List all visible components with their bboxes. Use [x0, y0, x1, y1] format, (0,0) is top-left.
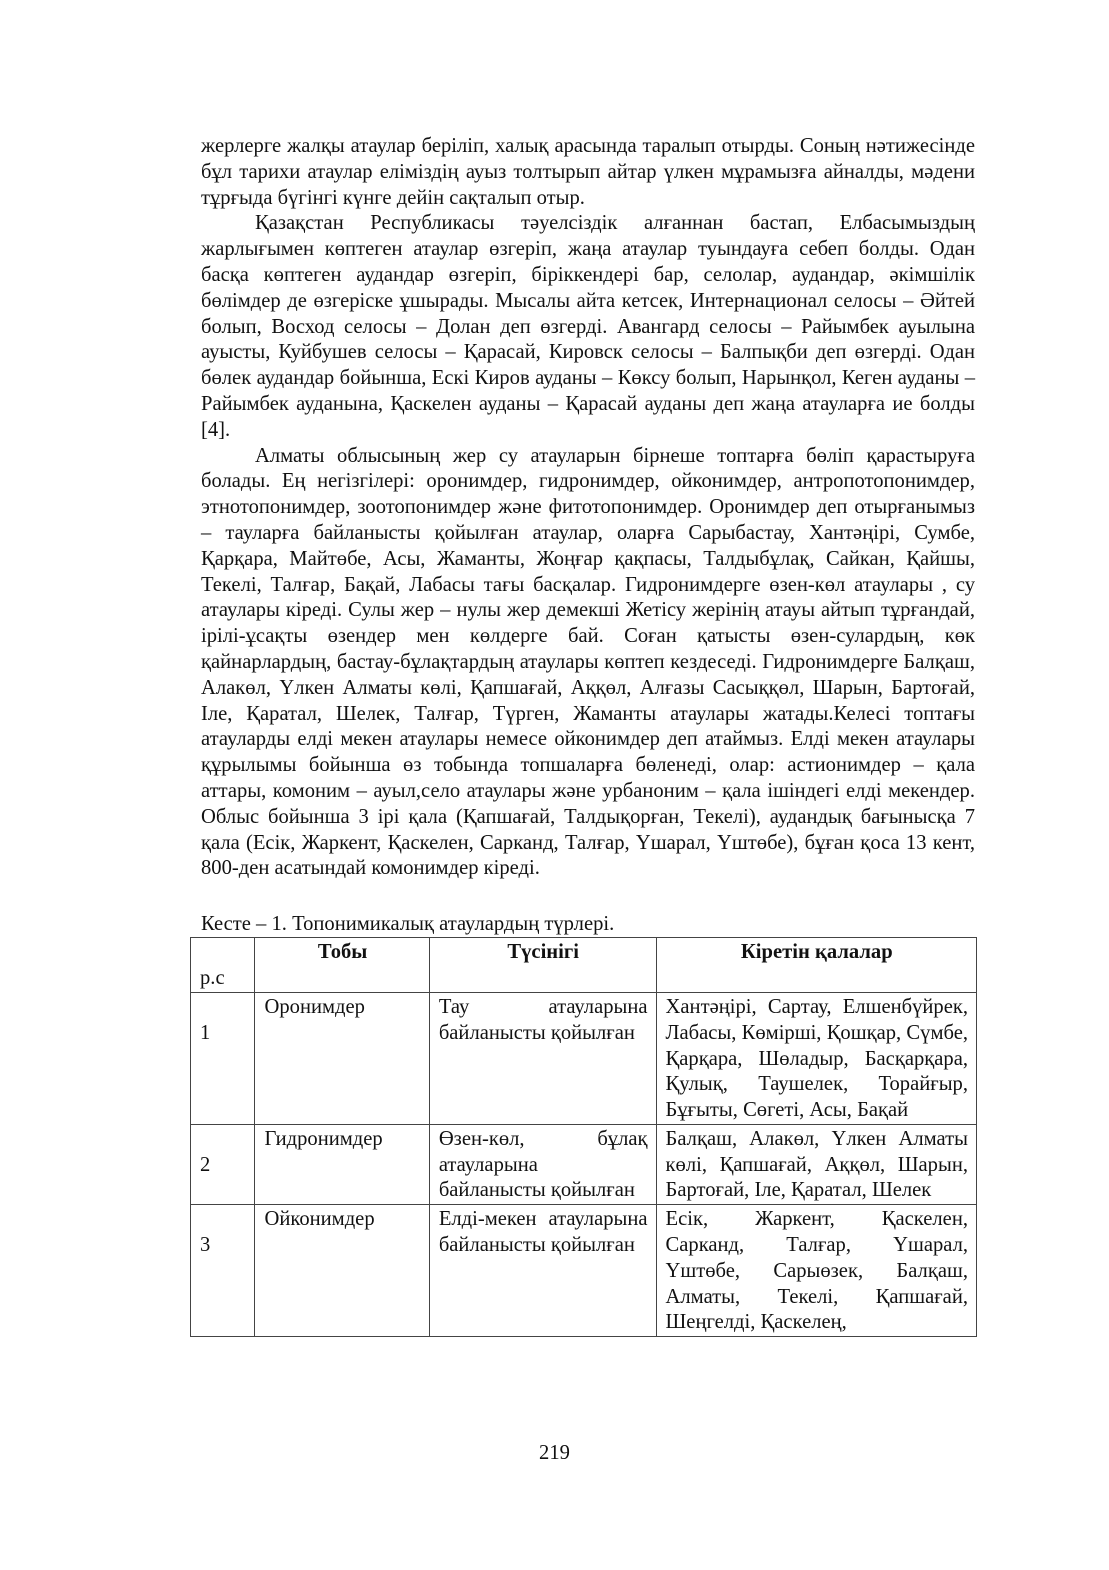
row-group: Ойконимдер [255, 1205, 429, 1337]
row-cities: Есік, Жаркент, Қаскелен, Сарканд, Талғар, Үшарал, Үштөбе, Сарыөзек, Балқаш, Алматы, Текелі, Қапшағай, Шеңгелді, Қаскелең, [656, 1205, 976, 1337]
page-content [201, 134, 975, 1337]
row-number: 2 [191, 1124, 255, 1204]
row-cities: Хантәңірі, Сартау, Елшенбүйрек, Лабасы, Көмірші, Қошқар, Сүмбе, Қарқара, Шөладыр, Басқарқара, Қулық, Таушелек, Торайғыр, Бұғыты, Сөгеті, Асы, Бақай [656, 992, 976, 1124]
row-description: Тау атауларына байланысты қойылған [429, 992, 656, 1124]
table-row [191, 1124, 977, 1204]
row-cities: Балқаш, Алакөл, Үлкен Алматы көлі, Қапшағай, Аққөл, Шарын, Бартоғай, Іле, Қаратал, Шелек [656, 1124, 976, 1204]
paragraph-2: Қазақстан Республикасы тәуелсіздік алғаннан бастап, Елбасымыздың жарлығымен көптеген атаулар өзгеріп, жаңа атаулар туындауға себеп болды. Одан басқа көптеген аудандар өзгеріп, біріккендері бар, селолар, аудандар, әкімшілік бөлімдер де өзгеріске ұшырады. Мысалы айта кетсек, Интернационал селосы – Әйтей болып, Восход селосы – Долан деп өзгерді. Авангард селосы – Райымбек ауылына ауысты, Куйбушев селосы – Қарасай, Кировск селосы – Балпықби деп өзгерді. Одан бөлек аудандар бойынша, Ескі Киров ауданы – Көксу болып, Нарынқол, Кеген ауданы – Райымбек ауданына, Қаскелен ауданы – Қарасай ауданы деп жаңа атауларға ие болды [4]. [201, 212, 975, 441]
table-caption: Кесте – 1. Топонимикалық атаулардың түрлері. [201, 913, 615, 936]
row-description: Өзен-көл, бұлақ атауларына байланысты қойылған [429, 1124, 656, 1204]
paragraph-1: жерлерге жалқы атаулар беріліп, халық арасында таралып отырды. Соның нәтижесінде бұл тарихи атаулар еліміздің ауыз толтырып айтар үлкен мұрамызға айналды, мәдени тұрғыда бүгінгі күнге дейін сақталып отыр. [201, 135, 975, 209]
table-header-row [191, 938, 977, 993]
table-row [191, 1205, 977, 1337]
toponym-types-table [190, 937, 977, 1337]
header-number: р.с [191, 938, 255, 993]
header-cities: Кіретін қалалар [656, 938, 976, 993]
table-row [191, 992, 977, 1124]
row-number: 3 [191, 1205, 255, 1337]
row-group: Гидронимдер [255, 1124, 429, 1204]
header-description: Түсінігі [429, 938, 656, 993]
page-number: 219 [539, 1442, 570, 1464]
row-description: Елді-мекен атауларына байланысты қойылған [429, 1205, 656, 1337]
header-group: Тобы [255, 938, 429, 993]
row-number: 1 [191, 992, 255, 1124]
row-group: Оронимдер [255, 992, 429, 1124]
paragraph-3: Алматы облысының жер су атауларын бірнеше топтарға бөліп қарастыруға болады. Ең негізгілері: оронимдер, гидронимдер, ойконимдер, антропотопонимдер, этнотопонимдер, зоотопонимдер және фитотопонимдер. Оронимдер деп отырғанымыз – тауларға байланысты қойылған атаулар, оларға Сарыбастау, Хантәңірі, Сумбе, Қарқара, Майтөбе, Асы, Жаманты, Жоңғар қақпасы, Талдыбұлақ, Сайкан, Қайшы, Текелі, Талғар, Бақай, Лабасы тағы басқалар. Гидронимдерге өзен-көл атаулары , су атаулары кіреді. Сулы жер – нулы жер демекші Жетісу жерінің атауы айтып тұрғандай, ірілі-ұсақты өзендер мен көлдерге бай. Соған қатысты өзен-сулардың, көк қайнарлардың, бастау-бұлақтардың атаулары көптеп кездеседі. Гидронимдерге Балқаш, Алакөл, Үлкен Алматы көлі, Қапшағай, Аққөл, Алғазы Сасыққөл, Шарын, Бартоғай, Іле, Қаратал, Шелек, Талғар, Түрген, Жаманты атаулары жатады.Келесі топтағы атауларды елді мекен атаулары немесе ойконимдер деп атаймыз. Елді мекен атаулары құрылымы бойынша өз тобында топшаларға бөленеді, олар: астионимдер – қала аттары, комоним – ауыл,село атаулары және урбаноним – қала ішіндегі елді мекендер. Облыс бойынша 3 ірі қала (Қапшағай, Талдықорған, Текелі), аудандық бағыныcқа 7 қала (Есік, Жаркент, Қаскелен, Сарканд, Талғар, Үшарал, Үштөбе), бұған қоса 13 кент, 800-ден асатындай комонимдер кіреді. [201, 444, 975, 880]
